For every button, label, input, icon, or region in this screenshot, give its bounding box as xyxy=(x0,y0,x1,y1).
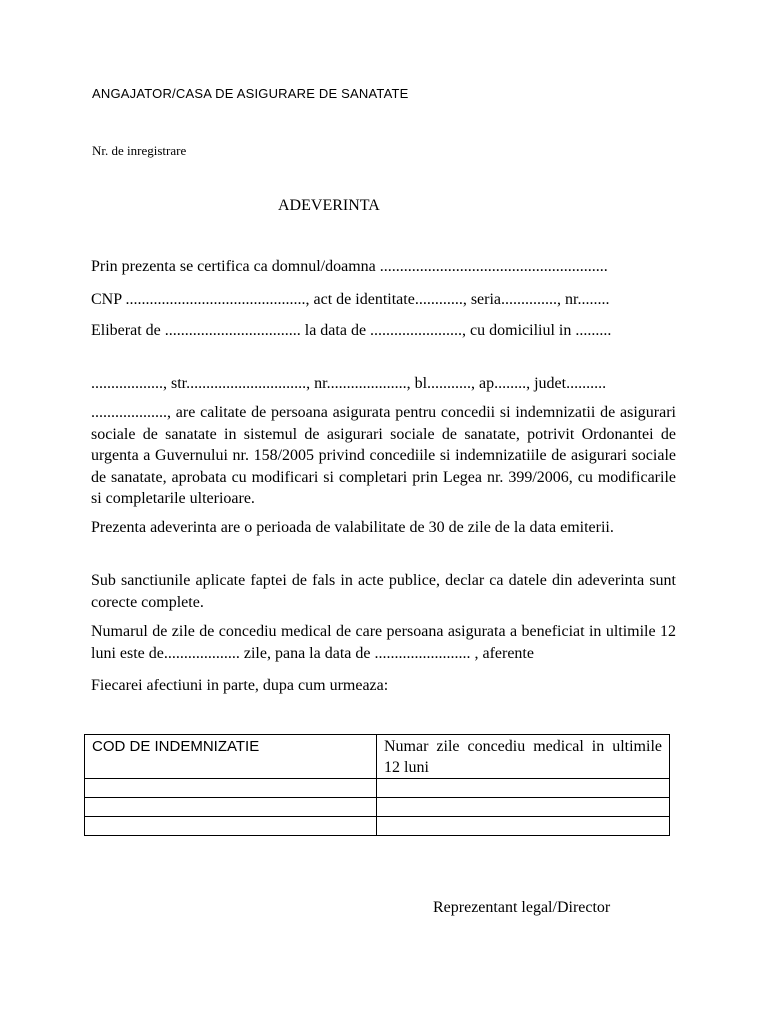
table-header-row xyxy=(85,735,670,779)
table-cell-days xyxy=(377,817,670,836)
paragraph-cnp-identity: CNP ............................................., act de identitate............, seria.............., nr........ xyxy=(91,291,610,308)
signature-label: Reprezentant legal/Director xyxy=(433,899,611,916)
paragraph-issued-domicile: Eliberat de .................................. la data de ......................., cu domiciliul in ......... xyxy=(91,322,612,339)
table-cell-days xyxy=(377,798,670,817)
table-header-code: COD DE INDEMNIZATIE xyxy=(85,735,377,779)
table-cell-days xyxy=(377,779,670,798)
table-row xyxy=(85,798,670,817)
table-row xyxy=(85,817,670,836)
table-header-days: Numar zile concediu medical in ultimile 12 luni xyxy=(377,735,670,779)
paragraph-medical-leave-days: Numarul de zile de concediu medical de care persoana asigurata a beneficiat in ultimile 12 luni este de................... zile, pana la data de ........................ , aferente xyxy=(91,623,676,662)
table-cell-code xyxy=(85,817,377,836)
paragraph-address: .................., str.............................., nr...................., bl..........., ap........, judet.......... xyxy=(91,375,607,392)
paragraph-insured-status: ..................., are calitate de persoana asigurata pentru concedii si indemnizatii de asigurari sociale de sanatate in sistemul de asigurari sociale de sanatate, potrivit Ordonantei de urgenta a Guvernului nr. 158/2005 privind concediile si indemnizatiile de asigurari sociale de sanatate, aprobata cu modificari si completari prin Legea nr. 399/2006, cu modificarile si completarile ulterioare. xyxy=(91,404,676,507)
table-cell-code xyxy=(85,779,377,798)
registration-number-label: Nr. de inregistrare xyxy=(92,143,187,158)
table-row xyxy=(85,779,670,798)
paragraph-validity: Prezenta adeverinta are o perioada de valabilitate de 30 de zile de la data emiterii. xyxy=(91,519,614,536)
paragraph-person-name: Prin prezenta se certifica ca domnul/doamna ......................................................... xyxy=(91,258,608,275)
table-cell-code xyxy=(85,798,377,817)
paragraph-per-condition: Fiecarei afectiuni in parte, dupa cum urmeaza: xyxy=(91,677,389,694)
paragraph-declaration: Sub sanctiunile aplicate faptei de fals in acte publice, declar ca datele din adeverinta sunt corecte complete. xyxy=(91,572,676,611)
document-title: ADEVERINTA xyxy=(278,197,380,214)
indemnity-table xyxy=(84,734,670,836)
employer-header: ANGAJATOR/CASA DE ASIGURARE DE SANATATE xyxy=(92,86,409,101)
